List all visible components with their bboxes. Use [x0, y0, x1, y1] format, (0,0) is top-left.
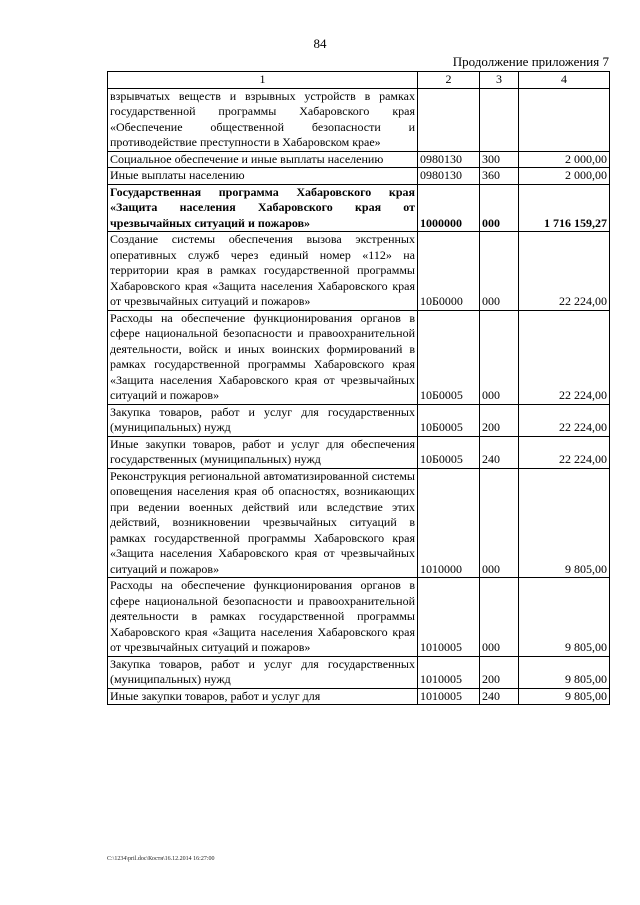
row-amount: 9 805,00 — [519, 468, 610, 578]
row-expense-type: 300 — [480, 151, 519, 168]
row-amount: 22 224,00 — [519, 404, 610, 436]
row-amount — [519, 88, 610, 151]
row-code: 10Б0005 — [418, 404, 480, 436]
row-code: 0980130 — [418, 151, 480, 168]
row-code: 1010000 — [418, 468, 480, 578]
row-code: 10Б0000 — [418, 232, 480, 311]
table-row — [108, 88, 610, 151]
budget-table — [107, 71, 610, 705]
row-code: 1010005 — [418, 578, 480, 657]
row-name: Иные закупки товаров, работ и услуг для — [108, 688, 418, 705]
row-name: Закупка товаров, работ и услуг для государственных (муниципальных) нужд — [108, 656, 418, 688]
table-row — [108, 688, 610, 705]
row-amount: 9 805,00 — [519, 688, 610, 705]
row-amount: 22 224,00 — [519, 436, 610, 468]
row-expense-type: 000 — [480, 310, 519, 404]
row-expense-type: 200 — [480, 404, 519, 436]
row-code: 1010005 — [418, 688, 480, 705]
row-amount: 9 805,00 — [519, 578, 610, 657]
row-name: Государственная программа Хабаровского края «Защита населения Хабаровского края от чрезвычайных ситуаций и пожаров» — [108, 184, 418, 232]
table-body — [108, 88, 610, 705]
row-amount: 1 716 159,27 — [519, 184, 610, 232]
row-name: Расходы на обеспечение функционирования органов в сфере национальной безопасности и правоохранительной деятельности в рамках государственной программы Хабаровского края «Защита населения Хабаровского края от чрезвычайных ситуаций и пожаров» — [108, 578, 418, 657]
table-row — [108, 656, 610, 688]
header-col-4: 4 — [519, 72, 610, 89]
row-expense-type: 360 — [480, 168, 519, 185]
row-code: 10Б0005 — [418, 436, 480, 468]
row-code: 10Б0005 — [418, 310, 480, 404]
table-row — [108, 578, 610, 657]
row-code — [418, 88, 480, 151]
table-row — [108, 232, 610, 311]
row-expense-type: 200 — [480, 656, 519, 688]
table-row — [108, 310, 610, 404]
header-col-1: 1 — [108, 72, 418, 89]
row-expense-type: 240 — [480, 436, 519, 468]
row-expense-type: 000 — [480, 578, 519, 657]
row-name: Иные закупки товаров, работ и услуг для обеспечения государственных (муниципальных) нужд — [108, 436, 418, 468]
row-amount: 9 805,00 — [519, 656, 610, 688]
row-amount: 2 000,00 — [519, 168, 610, 185]
row-code: 1000000 — [418, 184, 480, 232]
row-expense-type: 000 — [480, 232, 519, 311]
table-header-row — [108, 72, 610, 89]
row-amount: 2 000,00 — [519, 151, 610, 168]
row-code: 0980130 — [418, 168, 480, 185]
table-row — [108, 151, 610, 168]
row-name: Закупка товаров, работ и услуг для государственных (муниципальных) нужд — [108, 404, 418, 436]
row-name: взрывчатых веществ и взрывных устройств в рамках государственной программы Хабаровского края «Обеспечение общественной безопасности и противодействие преступности в Хабаровском крае» — [108, 88, 418, 151]
row-name: Социальное обеспечение и иные выплаты населению — [108, 151, 418, 168]
table-row — [108, 168, 610, 185]
row-amount: 22 224,00 — [519, 232, 610, 311]
row-expense-type: 000 — [480, 184, 519, 232]
row-expense-type — [480, 88, 519, 151]
table-row — [108, 468, 610, 578]
table-row — [108, 436, 610, 468]
row-expense-type: 000 — [480, 468, 519, 578]
row-expense-type: 240 — [480, 688, 519, 705]
header-col-3: 3 — [480, 72, 519, 89]
row-name: Расходы на обеспечение функционирования органов в сфере национальной безопасности и правоохранительной деятельности, войск и иных воинских формирований в рамках государственной программы Хабаровского края «Защита населения Хабаровского края от чрезвычайных ситуаций и пожаров» — [108, 310, 418, 404]
table-row — [108, 404, 610, 436]
row-amount: 22 224,00 — [519, 310, 610, 404]
row-code: 1010005 — [418, 656, 480, 688]
page-number: 84 — [313, 36, 327, 51]
file-path-footer: C:\1234\pril.doc\Костя\16.12.2014 16:27:00 — [107, 856, 215, 862]
header-col-2: 2 — [418, 72, 480, 89]
table-row — [108, 184, 610, 232]
row-name: Реконструкция региональной автоматизированной системы оповещения населения края об опасностях, возникающих при ведении военных действий или вследствие этих действий, возникновении чрезвычайных ситуаций в рамках государственной программы Хабаровского края «Защита населения Хабаровского края от чрезвычайных ситуаций и пожаров» — [108, 468, 418, 578]
row-name: Создание системы обеспечения вызова экстренных оперативных служб через единый номер «112» на территории края в рамках государственной программы Хабаровского края «Защита населения Хабаровского края от чрезвычайных ситуаций и пожаров» — [108, 232, 418, 311]
row-name: Иные выплаты населению — [108, 168, 418, 185]
continuation-label: Продолжение приложения 7 — [452, 54, 609, 69]
